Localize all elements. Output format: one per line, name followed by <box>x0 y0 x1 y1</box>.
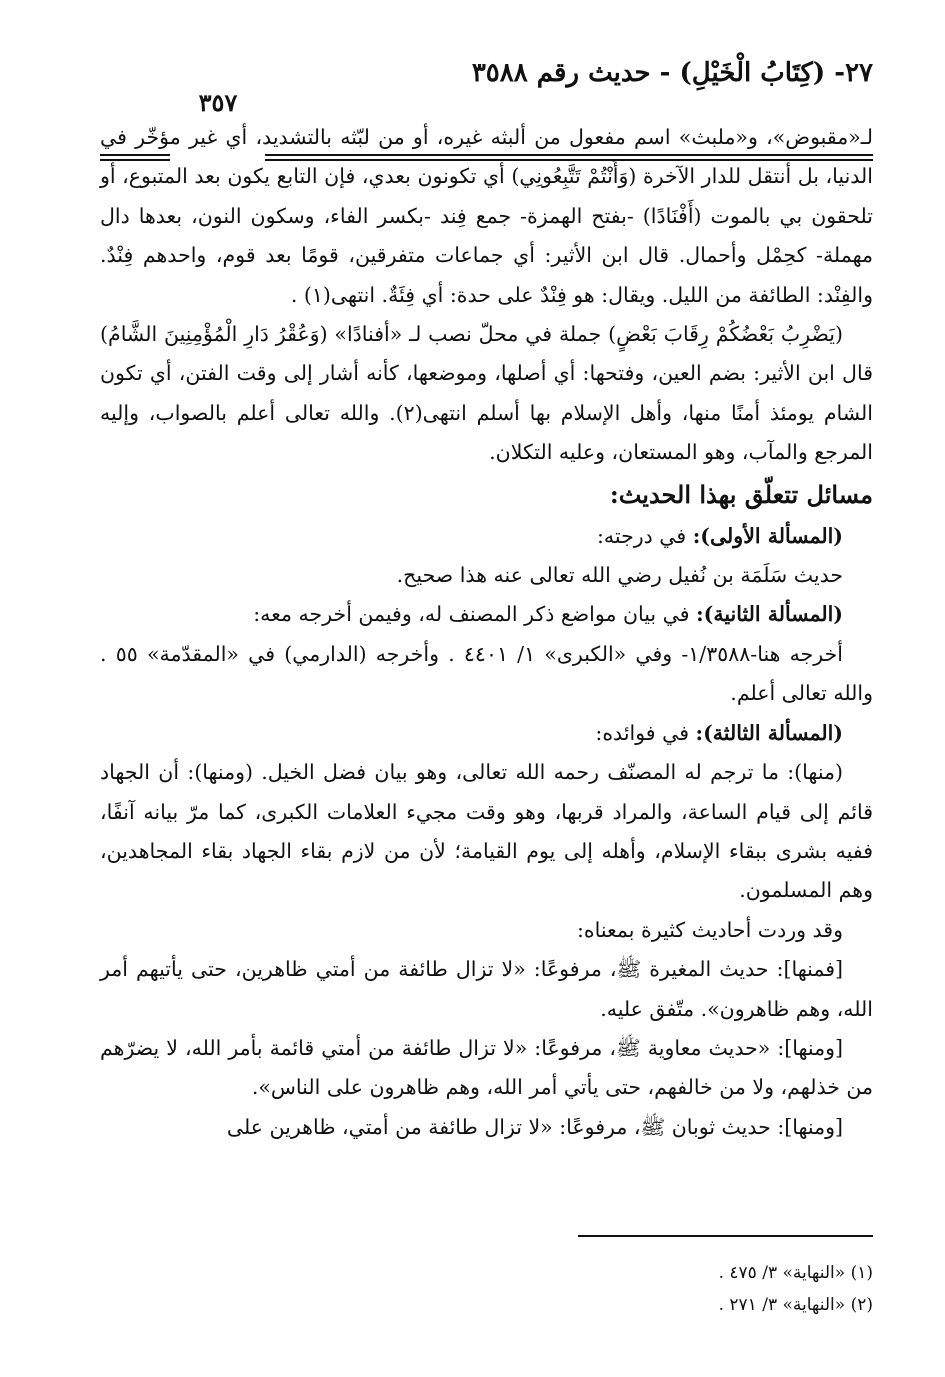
issue-title: (المسألة الثانية): في بيان مواضع ذكر المصنف له، وفيمن أخرجه معه: <box>253 602 843 627</box>
paragraph: (يَضْرِبُ بَعْضُكُمْ رِقَابَ بَعْضٍ) جملة في محلّ نصب لـ «أفنادًا» (وَعُقْرُ دَارِ الْمُؤْمِنِينَ الشَّامُ) قال ابن الأثير: بضم العين، وفتحها: أي أصلها، وموضعها، كأنه أشار إلى وقت الفتن، أي تكون الشام يومئذ أمنًا منها، وأهل الإسلام بها أسلم انتهى(٢). والله تعالى أعلم بالصواب، وإليه المرجع والمآب، وهو المستعان، وعليه التكلان. <box>100 322 873 465</box>
issue-label: (المسألة الثانية): <box>696 602 843 627</box>
section-heading: مسائل تتعلّق بهذا الحديث: <box>609 479 873 509</box>
issue-label: (المسألة الأولى): <box>692 523 843 548</box>
footnote: (٢) «النهاية» ٣/ ٢٧١ . <box>718 1295 873 1315</box>
issue-title: (المسألة الثالثة): في فوائده: <box>595 720 843 745</box>
page-number: ٣٥٧ <box>198 88 238 117</box>
footnote-rule <box>578 1235 873 1237</box>
paragraph: (منها): ما ترجم له المصنّف رحمه الله تعالى، وهو بيان فضل الخيل. (ومنها): أن الجهاد قائم إلى قيام الساعة، والمراد قربها، وهو وقت مجيء العلامات الكبرى، كما مرّ بيانه آنفًا، ففيه بشرى ببقاء الإسلام، وأهله إلى يوم القيامة؛ لأن من لازم بقاء الجهاد بقاء المجاهدين، وهم المسلمون. <box>100 760 873 903</box>
paragraph: وقد وردت أحاديث كثيرة بمعناه: <box>576 917 843 942</box>
issue-title: (المسألة الأولى): في درجته: <box>596 523 843 548</box>
hadith-paragraph: [ومنها]: حديث ثوبان ﷺ، مرفوعًا: «لا تزال طائفة من أمتي، ظاهرين على <box>226 1114 843 1139</box>
running-title: ٢٧- (كِتَابُ الْخَيْلِ) - حديث رقم ٣٥٨٨ <box>471 58 873 88</box>
issue-label: (المسألة الثالثة): <box>695 720 843 745</box>
page-header <box>100 58 873 117</box>
footnotes <box>100 1257 873 1321</box>
footnote: (١) «النهاية» ٣/ ٤٧٥ . <box>718 1263 873 1283</box>
paragraph: حديث سَلَمَة بن نُفيل رضي الله تعالى عنه هذا صحيح. <box>396 563 843 588</box>
paragraph: لـ«مقبوض»، و«ملبث» اسم مفعول من ألبثه غيره، أو من لبّثه بالتشديد، أي غير مؤخّر في الدنيا، بل أنتقل للدار الآخرة (وَأَنْتُمْ تَتَّبِعُونِي) أي تكونون بعدي، فإن التابع يكون بعد المتبوع، أو تلحقون بي بالموت (أَفْنَادًا) -بفتح الهمزة- جمع فِند -بكسر الفاء، وسكون النون، بعدها دال مهملة- كحِمْل وأحمال. قال ابن الأثير: أي جماعات متفرقين، قومًا بعد قوم، واحدهم فِنْدٌ. والفِنْد: الطائفة من الليل. ويقال: هو فِنْدٌ على حدة: أي فِئَةٌ. انتهى(١) . <box>100 125 873 307</box>
hadith-paragraph: [ومنها]: «حديث معاوية ﷺ، مرفوعًا: «لا تزال طائفة من أمتي قائمة بأمر الله، لا يضرّهم من خذلهم، ولا من خالفهم، حتى يأتي أمر الله، وهم ظاهرون على الناس». <box>100 1035 873 1100</box>
main-text <box>100 118 873 1147</box>
paragraph: أخرجه هنا-١/٣٥٨٨- وفي «الكبرى» ١/ ٤٤٠١ . وأخرجه (الدارمي) في «المقدّمة» ٥٥ . والله تعالى أعلم. <box>100 641 873 706</box>
hadith-paragraph: [فمنها]: حديث المغيرة ﷺ، مرفوعًا: «لا تزال طائفة من أمتي ظاهرين، حتى يأتيهم أمر الله، وهم ظاهرون». متّفق عليه. <box>100 957 873 1021</box>
